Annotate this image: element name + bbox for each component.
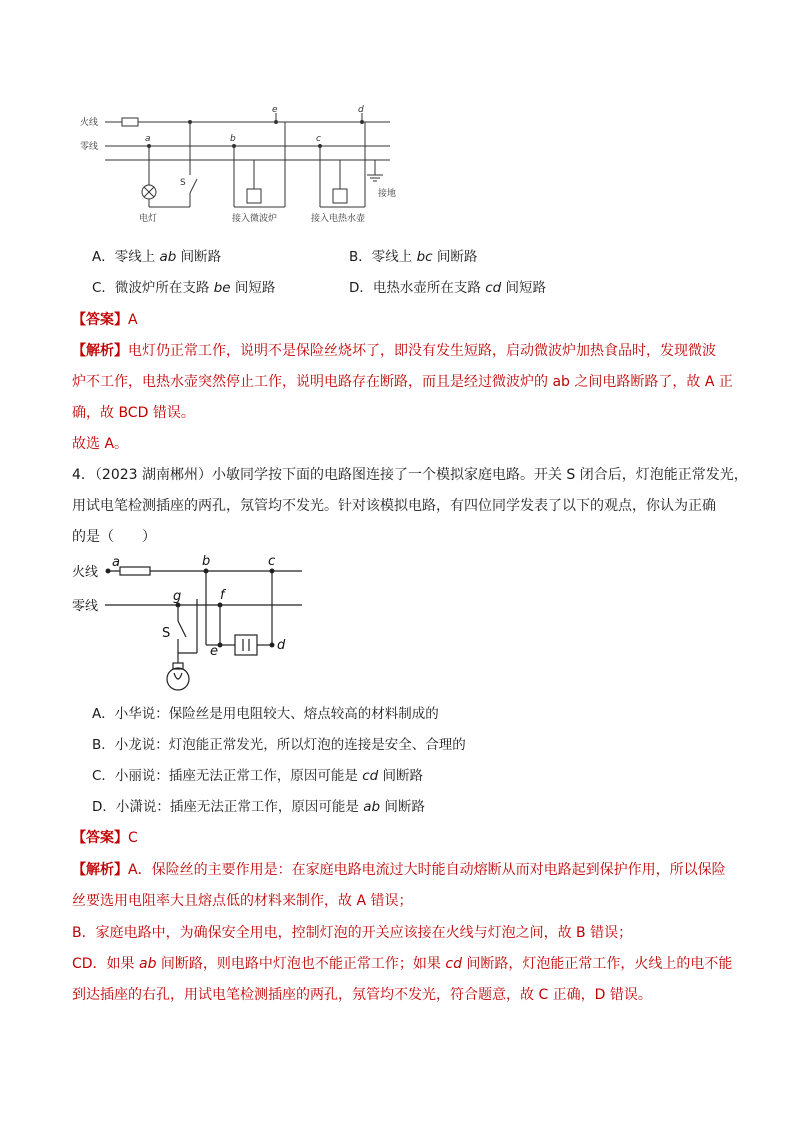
node-a-2: a [112,555,120,570]
q3-option-a: A．零线上 ab 间断路 [92,249,222,265]
circuit-diagram-2 [70,555,310,700]
node-f-2: f [220,588,225,603]
q4-option-c: C．小丽说：插座无法正常工作，原因可能是 cd 间断路 [92,768,424,784]
q3-analysis-line-3: 确，故 BCD 错误。 [72,405,195,421]
node-c: c [316,134,321,144]
q3-answer: 【答案】A [72,312,138,328]
q3-option-b: B．零线上 bc 间断路 [349,249,478,265]
q4-stem-line-3: 的是（ ） [72,529,156,545]
node-b-2: b [202,555,211,569]
label-neutral-wire-2: 零线 [72,599,99,614]
q4-analysis-line-3: B．家庭电路中，为确保安全用电，控制灯泡的开关应该接在火线与灯泡之间，故 B 错误； [72,925,633,941]
node-c-2: c [268,555,276,569]
label-neutral-wire: 零线 [80,142,99,152]
switch-s-2: S [162,626,171,641]
node-g-2: g [173,589,182,604]
q4-analysis-line-1: 【解析】A．保险丝的主要作用是：在家庭电路电流过大时能自动熔断从而对电路起到保护作用，所以保险 [72,862,726,878]
label-lamp: 电灯 [139,214,158,224]
q4-option-a: A．小华说：保险丝是用电阻较大、熔点较高的材料制成的 [92,706,439,722]
q4-answer: 【答案】C [72,830,138,846]
label-ground: 接地 [378,189,397,199]
q4-analysis-line-5: 到达插座的右孔，用试电笔检测插座的两孔，氖管均不发光，符合题意，故 C 正确，D 错误。 [72,987,652,1003]
node-b: b [230,134,236,144]
q4-analysis-line-2: 丝要选用电阻率大且熔点低的材料来制作，故 A 错误； [72,893,413,909]
q3-option-d: D．电热水壶所在支路 cd 间短路 [349,280,546,296]
q3-option-c: C．微波炉所在支路 be 间短路 [92,280,276,296]
node-d-2: d [277,638,286,653]
q4-stem-line-2: 用试电笔检测插座的两孔，氖管均不发光。针对该模拟电路，有四位同学发表了以下的观点，你认为正确 [72,498,716,514]
node-d: d [358,105,364,115]
node-a: a [145,134,151,144]
node-e-2: e [210,644,218,659]
node-e: e [272,105,278,115]
switch-s: S [180,178,186,188]
circuit-diagram-1 [75,105,405,230]
q4-stem-line-1: 4．（2023 湖南郴州）小敏同学按下面的电路图连接了一个模拟家庭电路。开关 S 闭合后，灯泡能正常发光， [72,467,748,483]
q4-option-d: D．小潇说：插座无法正常工作，原因可能是 ab 间断路 [92,799,425,815]
q4-option-b: B．小龙说：灯泡能正常发光，所以灯泡的连接是安全、合理的 [92,737,466,753]
q3-analysis-line-2: 炉不工作，电热水壶突然停止工作，说明电路存在断路，而且是经过微波炉的 ab 之间电路断路了，故 A 正 [72,374,733,390]
q3-analysis-line-1: 【解析】电灯仍正常工作，说明不是保险丝烧坏了，即没有发生短路，启动微波炉加热食品时，发现微波 [72,343,716,359]
label-live-wire: 火线 [80,118,99,128]
q4-analysis-line-4: CD．如果 ab 间断路，则电路中灯泡也不能正常工作；如果 cd 间断路，灯泡能正常工作，火线上的电不能 [72,956,733,972]
label-live-wire-2: 火线 [72,565,99,580]
label-microwave: 接入微波炉 [232,214,278,224]
q3-conclusion: 故选 A。 [72,436,129,452]
label-kettle: 接入电热水壶 [311,214,366,224]
